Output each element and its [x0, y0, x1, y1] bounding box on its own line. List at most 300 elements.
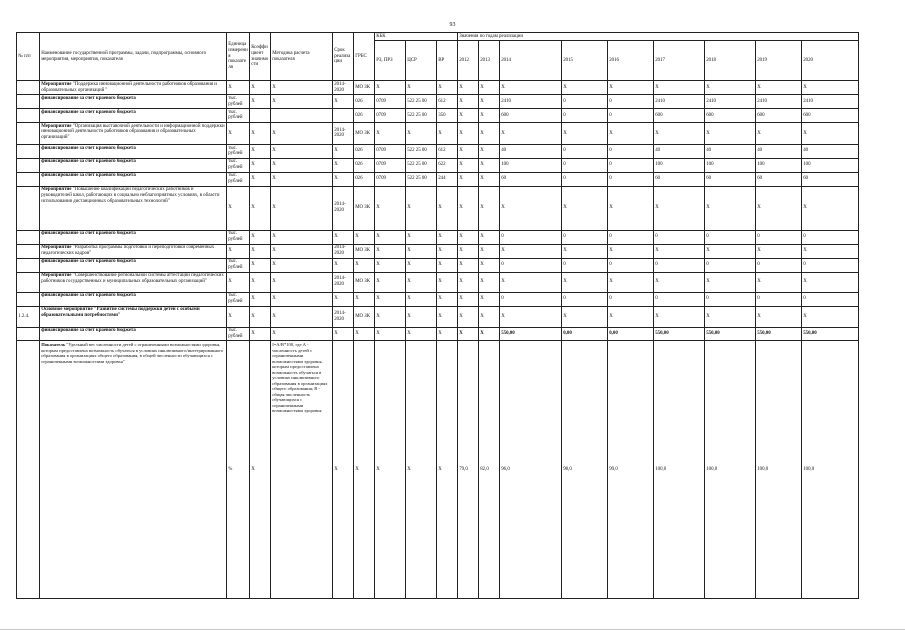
- row-csr: X: [406, 258, 437, 272]
- row-rz: X: [375, 306, 406, 327]
- row-term: X: [333, 327, 354, 341]
- row-vr: X: [437, 258, 458, 272]
- row-name-text: "Организация выставочной деятельности и информационной поддержки инновационной деятельности работников образования и образовательных организаций": [41, 123, 225, 141]
- table-row: [17, 172, 859, 186]
- row-term: X: [333, 292, 354, 306]
- row-year-value: 100: [802, 158, 859, 172]
- row-method: X: [271, 230, 333, 244]
- row-name-text: финансирование за счет краевого бюджета: [41, 259, 136, 265]
- row-vr: X: [437, 272, 458, 292]
- row-year-value: X: [458, 81, 479, 95]
- row-year-value: X: [562, 81, 608, 95]
- row-coef: [250, 109, 271, 123]
- row-year-value: 550,00: [654, 327, 705, 341]
- header-kbk: КБК: [375, 33, 458, 41]
- row-name: [40, 122, 227, 144]
- row-method: X: [271, 292, 333, 306]
- row-num: [17, 230, 40, 244]
- table-header: [17, 33, 859, 81]
- row-year-value: X: [756, 244, 802, 258]
- row-year-value: 0: [608, 109, 654, 123]
- row-year-value: X: [458, 109, 479, 123]
- row-year-value: X: [802, 306, 859, 327]
- row-num: [17, 109, 40, 123]
- row-year-value: 0: [562, 144, 608, 158]
- row-term: 2014-2020: [333, 272, 354, 292]
- row-rz: X: [375, 292, 406, 306]
- row-name-text: "Разработка программы подготовки и переподготовки современных педагогических кадров": [41, 245, 215, 257]
- row-name-text: финансирование за счет краевого бюджета: [41, 173, 136, 179]
- row-year-value: 0: [756, 230, 802, 244]
- row-year-value: X: [458, 272, 479, 292]
- row-year-value: X: [458, 158, 479, 172]
- row-year-value: 0: [756, 258, 802, 272]
- row-csr: 522 25 00: [406, 158, 437, 172]
- row-year-value: X: [458, 292, 479, 306]
- row-year-value: 0: [608, 144, 654, 158]
- row-name: [40, 341, 227, 599]
- row-year-value: 0: [654, 230, 705, 244]
- row-method: X: [271, 258, 333, 272]
- row-year-value: 0: [562, 95, 608, 109]
- row-unit: тыс. рублей: [227, 258, 250, 272]
- row-year-value: X: [479, 186, 500, 230]
- row-year-value: X: [756, 186, 802, 230]
- indicator-num: [17, 341, 40, 599]
- row-num: [17, 258, 40, 272]
- row-coef: X: [250, 327, 271, 341]
- row-method: X: [271, 122, 333, 144]
- row-year-value: X: [458, 95, 479, 109]
- row-coef: X: [250, 230, 271, 244]
- row-year-value: 0: [608, 95, 654, 109]
- row-term: 2014-2020: [333, 122, 354, 144]
- row-coef: X: [250, 258, 271, 272]
- indicator-unit: %: [227, 341, 250, 599]
- row-unit: тыс. рублей: [227, 172, 250, 186]
- row-term: 2014-2020: [333, 306, 354, 327]
- row-year-value: X: [654, 186, 705, 230]
- row-grbs: МО ЗК: [354, 244, 375, 258]
- row-term: X: [333, 158, 354, 172]
- row-year-value: X: [479, 292, 500, 306]
- row-year-value: 60: [500, 172, 562, 186]
- row-name-text: финансирование за счет краевого бюджета: [41, 145, 136, 151]
- row-name-text: "Совершенствование региональной системы аттестации педагогических работников государственных и муниципальных образовательных организаций": [41, 273, 224, 285]
- row-coef: X: [250, 158, 271, 172]
- row-year-value: 550,00: [756, 327, 802, 341]
- row-year-value: 0: [500, 292, 562, 306]
- row-year-value: 40: [500, 144, 562, 158]
- row-grbs: X: [354, 230, 375, 244]
- row-name-text: "Поддержка инновационной деятельности работников образования и образовательных организаций ": [41, 81, 217, 93]
- row-year-value: X: [458, 172, 479, 186]
- row-year-value: X: [479, 327, 500, 341]
- row-year-value: X: [500, 81, 562, 95]
- row-csr: X: [406, 186, 437, 230]
- row-rz: X: [375, 258, 406, 272]
- indicator-row: [17, 341, 859, 599]
- row-method: X: [271, 186, 333, 230]
- row-year-value: X: [802, 244, 859, 258]
- row-method: X: [271, 272, 333, 292]
- row-year-value: X: [500, 306, 562, 327]
- row-name: [40, 292, 227, 306]
- row-year-value: 40: [654, 144, 705, 158]
- header-year: 2019: [756, 41, 802, 81]
- row-name-text: финансирование за счет краевого бюджета: [41, 231, 136, 237]
- indicator-vr: X: [437, 341, 458, 599]
- header-year: 2013: [479, 41, 500, 81]
- row-csr: 522 25 00: [406, 109, 437, 123]
- header-coef: Коэффициент значимости: [250, 33, 271, 81]
- row-term: X: [333, 258, 354, 272]
- row-term: 2014-2020: [333, 186, 354, 230]
- row-year-value: X: [479, 244, 500, 258]
- row-coef: X: [250, 172, 271, 186]
- header-year: 2012: [458, 41, 479, 81]
- row-name-prefix: Показатель: [41, 342, 66, 348]
- row-num: [17, 144, 40, 158]
- row-year-value: X: [654, 244, 705, 258]
- row-year-value: 600: [654, 109, 705, 123]
- row-year-value: 600: [500, 109, 562, 123]
- row-year-value: X: [458, 186, 479, 230]
- page-number: 93: [449, 22, 456, 28]
- row-vr: X: [437, 306, 458, 327]
- table-row: [17, 144, 859, 158]
- row-year-value: X: [458, 144, 479, 158]
- row-year-value: X: [500, 244, 562, 258]
- row-grbs: МО ЗК: [354, 306, 375, 327]
- row-year-value: X: [479, 230, 500, 244]
- row-name: [40, 258, 227, 272]
- row-name-prefix: Мероприятие: [41, 123, 72, 129]
- row-rz: X: [375, 81, 406, 95]
- row-csr: 522 25 00: [406, 172, 437, 186]
- indicator-coef: X: [250, 341, 271, 599]
- row-year-value: 2410: [654, 95, 705, 109]
- row-year-value: 0: [500, 230, 562, 244]
- row-year-value: X: [756, 306, 802, 327]
- row-year-value: X: [479, 109, 500, 123]
- row-num: [17, 244, 40, 258]
- header-year: 2017: [654, 41, 705, 81]
- table-row: [17, 327, 859, 341]
- row-year-value: 0: [562, 230, 608, 244]
- row-name-text: финансирование за счет краевого бюджета: [41, 328, 136, 334]
- row-vr: X: [437, 230, 458, 244]
- row-year-value: 0: [562, 258, 608, 272]
- row-name: [40, 144, 227, 158]
- row-method: X: [271, 306, 333, 327]
- row-unit: X: [227, 306, 250, 327]
- row-csr: X: [406, 122, 437, 144]
- row-csr: X: [406, 230, 437, 244]
- row-year-value: X: [500, 272, 562, 292]
- row-csr: X: [406, 327, 437, 341]
- row-coef: X: [250, 186, 271, 230]
- row-name-prefix: Мероприятие: [41, 187, 72, 193]
- row-coef: X: [250, 292, 271, 306]
- row-coef: X: [250, 122, 271, 144]
- row-year-value: X: [608, 81, 654, 95]
- row-method: X: [271, 95, 333, 109]
- row-year-value: X: [500, 122, 562, 144]
- row-year-value: X: [458, 306, 479, 327]
- row-year-value: X: [756, 81, 802, 95]
- row-year-value: 40: [756, 144, 802, 158]
- row-year-value: X: [705, 186, 756, 230]
- row-year-value: 0: [562, 292, 608, 306]
- row-unit: тыс. рублей: [227, 109, 250, 123]
- row-year-value: X: [479, 144, 500, 158]
- row-coef: X: [250, 272, 271, 292]
- row-year-value: X: [756, 272, 802, 292]
- row-num: [17, 327, 40, 341]
- row-year-value: X: [479, 306, 500, 327]
- row-name-prefix: Мероприятие: [41, 81, 72, 87]
- row-coef: X: [250, 144, 271, 158]
- row-grbs: 026: [354, 95, 375, 109]
- indicator-year-value: 100,0: [802, 341, 859, 599]
- row-name: [40, 81, 227, 95]
- indicator-grbs: X: [354, 341, 375, 599]
- row-name: [40, 244, 227, 258]
- row-csr: X: [406, 306, 437, 327]
- row-year-value: 0: [802, 292, 859, 306]
- row-year-value: 60: [654, 172, 705, 186]
- row-year-value: X: [562, 122, 608, 144]
- indicator-year-value: 100,0: [654, 341, 705, 599]
- indicator-year-value: 100,0: [756, 341, 802, 599]
- row-year-value: 0: [654, 258, 705, 272]
- row-grbs: 026: [354, 158, 375, 172]
- row-year-value: 0: [654, 292, 705, 306]
- table-row: [17, 272, 859, 292]
- row-vr: X: [437, 327, 458, 341]
- row-vr: X: [437, 122, 458, 144]
- table-row: [17, 122, 859, 144]
- row-rz: X: [375, 272, 406, 292]
- row-term: X: [333, 172, 354, 186]
- row-year-value: X: [705, 122, 756, 144]
- row-vr: 244: [437, 172, 458, 186]
- table-row: [17, 158, 859, 172]
- row-vr: X: [437, 81, 458, 95]
- header-grbs: ГРБС: [354, 33, 375, 81]
- row-csr: X: [406, 81, 437, 95]
- header-year: 2018: [705, 41, 756, 81]
- row-unit: X: [227, 81, 250, 95]
- header-method: Методика расчета показателя: [271, 33, 333, 81]
- row-term: [333, 109, 354, 123]
- indicator-year-value: 96,0: [500, 341, 562, 599]
- row-num: [17, 172, 40, 186]
- row-name: [40, 172, 227, 186]
- row-method: X: [271, 172, 333, 186]
- row-year-value: X: [458, 258, 479, 272]
- row-method: X: [271, 158, 333, 172]
- row-grbs: МО ЗК: [354, 81, 375, 95]
- row-name: [40, 158, 227, 172]
- header-year: 2015: [562, 41, 608, 81]
- row-vr: 612: [437, 144, 458, 158]
- row-name: [40, 186, 227, 230]
- row-rz: 0709: [375, 172, 406, 186]
- row-name-text: Основное мероприятие "Развитие системы поддержки детей с особыми образовательными потребностями": [41, 307, 200, 318]
- row-method: X: [271, 244, 333, 258]
- row-name: [40, 327, 227, 341]
- indicator-year-value: 99,0: [608, 341, 654, 599]
- row-grbs: МО ЗК: [354, 272, 375, 292]
- row-coef: X: [250, 306, 271, 327]
- row-year-value: X: [654, 81, 705, 95]
- row-year-value: X: [479, 122, 500, 144]
- row-term: X: [333, 144, 354, 158]
- row-num: [17, 292, 40, 306]
- row-csr: X: [406, 272, 437, 292]
- row-grbs: 026: [354, 172, 375, 186]
- row-vr: X: [437, 186, 458, 230]
- row-name-prefix: Мероприятие: [41, 273, 72, 279]
- row-rz: X: [375, 230, 406, 244]
- row-num: [17, 95, 40, 109]
- table-row: [17, 306, 859, 327]
- row-year-value: 0: [500, 258, 562, 272]
- row-grbs: 026: [354, 144, 375, 158]
- row-year-value: 0: [705, 292, 756, 306]
- row-year-value: X: [458, 230, 479, 244]
- row-name: [40, 306, 227, 327]
- row-method: [271, 109, 333, 123]
- row-year-value: X: [608, 186, 654, 230]
- row-year-value: X: [608, 306, 654, 327]
- row-vr: X: [437, 292, 458, 306]
- row-coef: X: [250, 81, 271, 95]
- row-name-prefix: Мероприятие: [41, 245, 72, 251]
- header-year: 2014: [500, 41, 562, 81]
- table-row: [17, 258, 859, 272]
- row-year-value: 2410: [500, 95, 562, 109]
- row-csr: X: [406, 244, 437, 258]
- row-year-value: X: [479, 158, 500, 172]
- row-year-value: 0: [562, 158, 608, 172]
- table-row: [17, 292, 859, 306]
- indicator-year-value: 100,0: [705, 341, 756, 599]
- row-unit: тыс. рублей: [227, 292, 250, 306]
- row-year-value: X: [705, 244, 756, 258]
- row-year-value: 100: [756, 158, 802, 172]
- row-year-value: 60: [802, 172, 859, 186]
- row-name: [40, 230, 227, 244]
- row-grbs: МО ЗК: [354, 186, 375, 230]
- row-year-value: 40: [705, 144, 756, 158]
- row-year-value: 60: [756, 172, 802, 186]
- row-grbs: X: [354, 258, 375, 272]
- row-year-value: X: [802, 186, 859, 230]
- row-year-value: X: [654, 122, 705, 144]
- row-term: 2014-2020: [333, 244, 354, 258]
- row-year-value: 2410: [756, 95, 802, 109]
- table-row: [17, 95, 859, 109]
- row-term: X: [333, 95, 354, 109]
- row-year-value: X: [654, 306, 705, 327]
- row-rz: X: [375, 186, 406, 230]
- row-csr: 522 25 00: [406, 144, 437, 158]
- indicator-csr: X: [406, 341, 437, 599]
- row-num: [17, 186, 40, 230]
- row-year-value: 0: [756, 292, 802, 306]
- row-num: [17, 122, 40, 144]
- row-year-value: X: [562, 306, 608, 327]
- indicator-year-value: 98,0: [562, 341, 608, 599]
- indicator-method: I=A/B*100, где А - численность детей с ограниченными возможностями здоровья, которым предоставлена возможность обучаться в условиях инклюзивного образования в организациях общего образования; В - общая численность обучающихся с ограниченными возможностями здоровья: [271, 341, 333, 599]
- row-year-value: X: [500, 186, 562, 230]
- row-vr: 622: [437, 158, 458, 172]
- row-unit: тыс. рублей: [227, 95, 250, 109]
- row-year-value: 0: [608, 230, 654, 244]
- row-unit: X: [227, 272, 250, 292]
- row-num: 1.2.4.: [17, 306, 40, 327]
- row-year-value: X: [756, 122, 802, 144]
- row-year-value: X: [608, 272, 654, 292]
- row-year-value: X: [562, 244, 608, 258]
- row-vr: 612: [437, 95, 458, 109]
- row-year-value: X: [458, 244, 479, 258]
- row-year-value: X: [802, 81, 859, 95]
- row-vr: X: [437, 244, 458, 258]
- row-grbs: X: [354, 327, 375, 341]
- program-table-container: [16, 32, 859, 599]
- header-num: № п/п: [17, 33, 40, 81]
- row-unit: тыс. рублей: [227, 144, 250, 158]
- header-name: Наименование государственной программы, задачи, подпрограммы, основного мероприятия, мероприятия, показателя: [40, 33, 227, 81]
- row-year-value: 550,00: [802, 327, 859, 341]
- table-row: [17, 109, 859, 123]
- row-unit: тыс. рублей: [227, 327, 250, 341]
- indicator-term: X: [333, 341, 354, 599]
- header-year: 2016: [608, 41, 654, 81]
- row-year-value: 40: [802, 144, 859, 158]
- row-csr: X: [406, 292, 437, 306]
- row-year-value: 0,00: [562, 327, 608, 341]
- row-year-value: X: [802, 122, 859, 144]
- row-method: X: [271, 81, 333, 95]
- row-year-value: 0: [608, 172, 654, 186]
- header-years-group: Значения по годам реализации: [458, 33, 859, 41]
- header-rz: РЗ, ПРЗ: [375, 41, 406, 81]
- table-row: [17, 186, 859, 230]
- row-year-value: 2410: [802, 95, 859, 109]
- row-rz: X: [375, 122, 406, 144]
- row-year-value: 100: [654, 158, 705, 172]
- row-unit: тыс. рублей: [227, 230, 250, 244]
- row-method: X: [271, 327, 333, 341]
- row-unit: X: [227, 122, 250, 144]
- row-year-value: 0: [705, 258, 756, 272]
- row-year-value: X: [479, 81, 500, 95]
- row-year-value: 600: [802, 109, 859, 123]
- row-rz: 0709: [375, 109, 406, 123]
- row-year-value: 0: [608, 258, 654, 272]
- row-vr: 350: [437, 109, 458, 123]
- header-vr: ВР: [437, 41, 458, 81]
- row-num: [17, 158, 40, 172]
- row-year-value: X: [479, 95, 500, 109]
- row-year-value: X: [654, 272, 705, 292]
- row-name-text: финансирование за счет краевого бюджета: [41, 293, 136, 299]
